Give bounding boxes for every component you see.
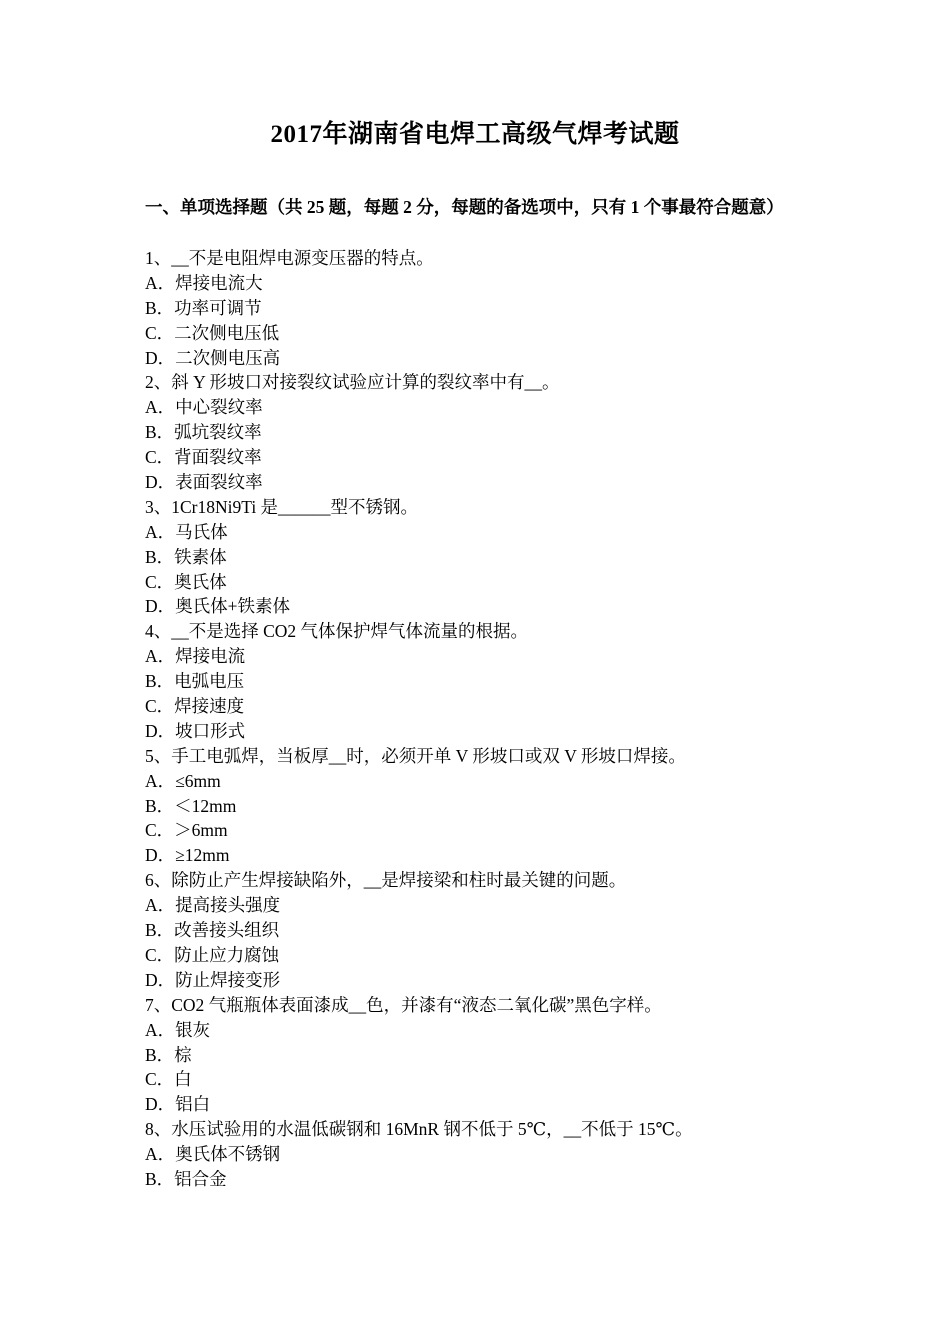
- question-stem: 8、水压试验用的水温低碳钢和 16MnR 钢不低于 5℃，__不低于 15℃。: [145, 1119, 693, 1140]
- answer-option: A．焊接电流大: [145, 272, 263, 293]
- answer-option: A．提高接头强度: [145, 895, 281, 916]
- answer-option: A．奥氏体不锈钢: [145, 1144, 281, 1165]
- answer-option: B．＜12mm: [145, 795, 237, 816]
- answer-option: B．电弧电压: [145, 671, 245, 692]
- answer-option: B．功率可调节: [145, 297, 262, 318]
- answer-option: A．≤6mm: [145, 770, 221, 791]
- answer-option: B．弧坑裂纹率: [145, 422, 262, 443]
- question-list: [145, 246, 813, 1192]
- answer-option: C．＞6mm: [145, 820, 228, 841]
- answer-option: C．防止应力腐蚀: [145, 944, 280, 965]
- answer-option: D．二次侧电压高: [145, 347, 281, 368]
- question-stem: 3、1Cr18Ni9Ti 是______型不锈钢。: [145, 496, 419, 517]
- answer-option: D．奥氏体+铁素体: [145, 596, 291, 617]
- answer-option: A．银灰: [145, 1019, 211, 1040]
- answer-option: D．≥12mm: [145, 845, 230, 866]
- answer-option: D．坡口形式: [145, 720, 246, 741]
- answer-option: C．奥氏体: [145, 571, 227, 592]
- answer-option: B．铁素体: [145, 546, 227, 567]
- question-stem: 6、除防止产生焊接缺陷外，__是焊接梁和柱时最关键的问题。: [145, 870, 627, 891]
- question-stem: 4、__不是选择 CO2 气体保护焊气体流量的根据。: [145, 621, 529, 642]
- answer-option: B．改善接头组织: [145, 920, 280, 941]
- answer-option: C．背面裂纹率: [145, 447, 262, 468]
- question-stem: 7、CO2 气瓶瓶体表面漆成__色，并漆有“液态二氧化碳”黑色字样。: [145, 994, 662, 1015]
- section-heading: 一、单项选择题（共 25 题，每题 2 分，每题的备选项中，只有 1 个事最符合题意）: [145, 197, 784, 217]
- answer-option: D．铝白: [145, 1094, 211, 1115]
- answer-option: B．棕: [145, 1044, 192, 1065]
- answer-option: B．铝合金: [145, 1168, 227, 1189]
- answer-option: D．防止焊接变形: [145, 969, 281, 990]
- question-stem: 2、斜 Y 形坡口对接裂纹试验应计算的裂纹率中有__。: [145, 372, 560, 393]
- question-stem: 1、__不是电阻焊电源变压器的特点。: [145, 248, 434, 268]
- answer-option: C．焊接速度: [145, 696, 245, 717]
- question-stem: 5、手工电弧焊，当板厚__时，必须开单 V 形坡口或双 V 形坡口焊接。: [145, 745, 686, 766]
- answer-option: D．表面裂纹率: [145, 472, 263, 493]
- answer-option: C．二次侧电压低: [145, 322, 280, 343]
- answer-option: A．中心裂纹率: [145, 397, 263, 418]
- answer-option: C．白: [145, 1069, 192, 1090]
- document-title: 2017年湖南省电焊工高级气焊考试题: [270, 121, 680, 148]
- answer-option: A．焊接电流: [145, 646, 246, 667]
- answer-option: A．马氏体: [145, 521, 228, 542]
